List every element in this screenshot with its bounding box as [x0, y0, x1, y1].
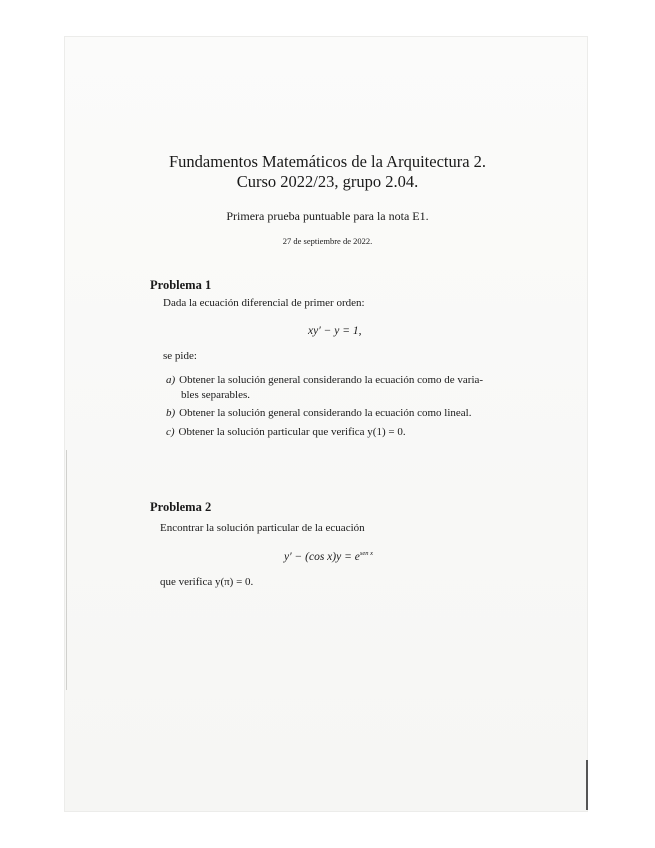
item-text: Obtener la solución general considerando la ecuación como de varia- — [179, 374, 484, 386]
document-title-line1: Fundamentos Matemáticos de la Arquitectura 2. — [168, 152, 487, 171]
problem1-heading: Problema 1 — [150, 278, 212, 292]
document-date: 27 de septiembre de 2022. — [282, 236, 373, 246]
item-text: Obtener la solución general considerando la ecuación como lineal. — [179, 407, 472, 419]
document-subtitle: Primera prueba puntuable para la nota E1. — [226, 209, 429, 223]
paper-edge-mark — [586, 760, 588, 810]
problem1-equation: xy′ − y = 1, — [308, 325, 362, 337]
problem2-equation — [284, 550, 373, 563]
problem2-condition: que verifica y(π) = 0. — [160, 576, 254, 588]
problem1-item-a — [166, 374, 483, 386]
problem2-intro: Encontrar la solución particular de la ecuación — [160, 522, 365, 534]
problem2-heading: Problema 2 — [150, 500, 212, 514]
paper-fold-line — [66, 450, 67, 690]
problem1-item-a-continued: bles separables. — [181, 389, 251, 401]
document-title-line2: Curso 2022/23, grupo 2.04. — [236, 172, 419, 191]
problem1-item-c — [166, 426, 406, 438]
problem1-intro: Dada la ecuación diferencial de primer orden: — [163, 297, 365, 309]
item-label: b) — [166, 407, 176, 419]
item-label: c) — [166, 426, 175, 438]
problem1-item-b — [166, 407, 471, 419]
equation-base: y′ − (cos x)y = e — [284, 551, 360, 563]
item-label: a) — [166, 374, 176, 386]
equation-exponent: sen x — [359, 550, 374, 557]
problem1-lead: se pide: — [163, 350, 197, 362]
item-text: Obtener la solución particular que verifica y(1) = 0. — [178, 426, 406, 438]
